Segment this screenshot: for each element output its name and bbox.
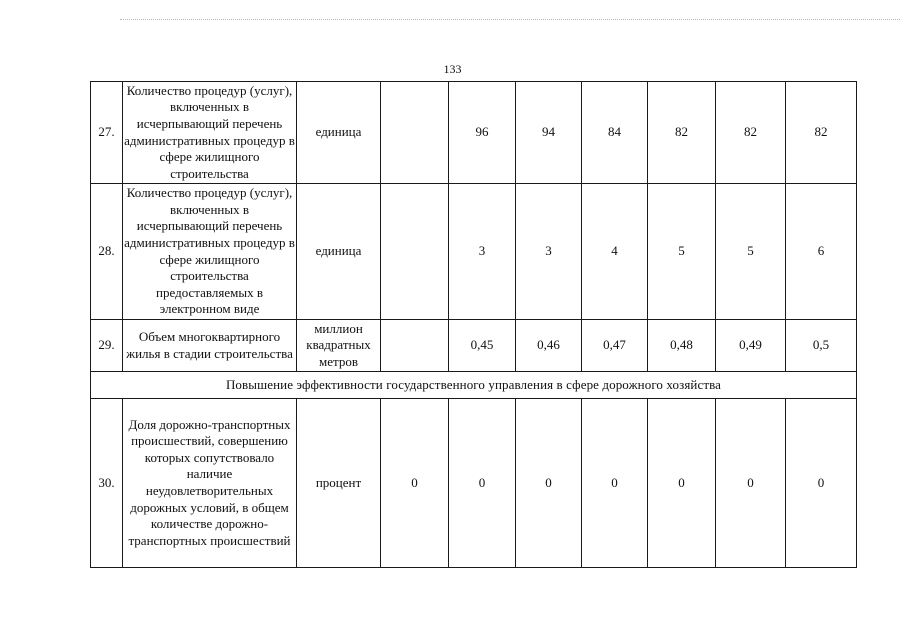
indicators-table: [90, 81, 857, 568]
value-cell: 5: [716, 184, 786, 320]
value-cell: 82: [716, 82, 786, 184]
value-cell: 0,47: [582, 320, 648, 372]
value-cell: 82: [648, 82, 716, 184]
value-cell: 0: [648, 399, 716, 568]
value-cell: [381, 82, 449, 184]
value-cell: 0,49: [716, 320, 786, 372]
page-number: 133: [443, 62, 462, 76]
value-cell: 96: [449, 82, 516, 184]
value-cell: [381, 320, 449, 372]
value-cell: 0: [786, 399, 857, 568]
value-cell: 84: [582, 82, 648, 184]
section-title: Повышение эффективности государственного управления в сфере дорожного хозяйства: [91, 372, 857, 399]
row-number: 29.: [91, 320, 123, 372]
value-cell: 94: [516, 82, 582, 184]
unit-cell: миллион квадратных метров: [297, 320, 381, 372]
table-row: [91, 399, 857, 568]
unit-cell: единица: [297, 82, 381, 184]
value-cell: 0: [516, 399, 582, 568]
table-row: [91, 82, 857, 184]
indicator-name: Доля дорожно-транспортных происшествий, совершению которых сопутствовало наличие неудовлетворительных дорожных условий, в общем количестве дорожно-транспортных происшествий: [123, 399, 297, 568]
value-cell: 0,5: [786, 320, 857, 372]
value-cell: 0: [449, 399, 516, 568]
indicator-name: Объем многоквартирного жилья в стадии строительства: [123, 320, 297, 372]
row-number: 27.: [91, 82, 123, 184]
row-number: 30.: [91, 399, 123, 568]
value-cell: 0,48: [648, 320, 716, 372]
value-cell: 0,46: [516, 320, 582, 372]
value-cell: 5: [648, 184, 716, 320]
value-cell: 4: [582, 184, 648, 320]
table-row: [91, 320, 857, 372]
unit-cell: процент: [297, 399, 381, 568]
indicator-name: Количество процедур (услуг), включенных в исчерпывающий перечень административных процедур в сфере жилищного строительства предоставляемых в электронном виде: [123, 184, 297, 320]
value-cell: 6: [786, 184, 857, 320]
value-cell: 0: [716, 399, 786, 568]
unit-cell: единица: [297, 184, 381, 320]
value-cell: 82: [786, 82, 857, 184]
value-cell: 3: [516, 184, 582, 320]
value-cell: 3: [449, 184, 516, 320]
row-number: 28.: [91, 184, 123, 320]
section-row: [91, 372, 857, 399]
value-cell: 0: [582, 399, 648, 568]
table-row: [91, 184, 857, 320]
scan-artifact-line: [120, 19, 900, 20]
value-cell: [381, 184, 449, 320]
value-cell: 0,45: [449, 320, 516, 372]
value-cell: 0: [381, 399, 449, 568]
indicator-name: Количество процедур (услуг), включенных в исчерпывающий перечень административных процедур в сфере жилищного строительства: [123, 82, 297, 184]
